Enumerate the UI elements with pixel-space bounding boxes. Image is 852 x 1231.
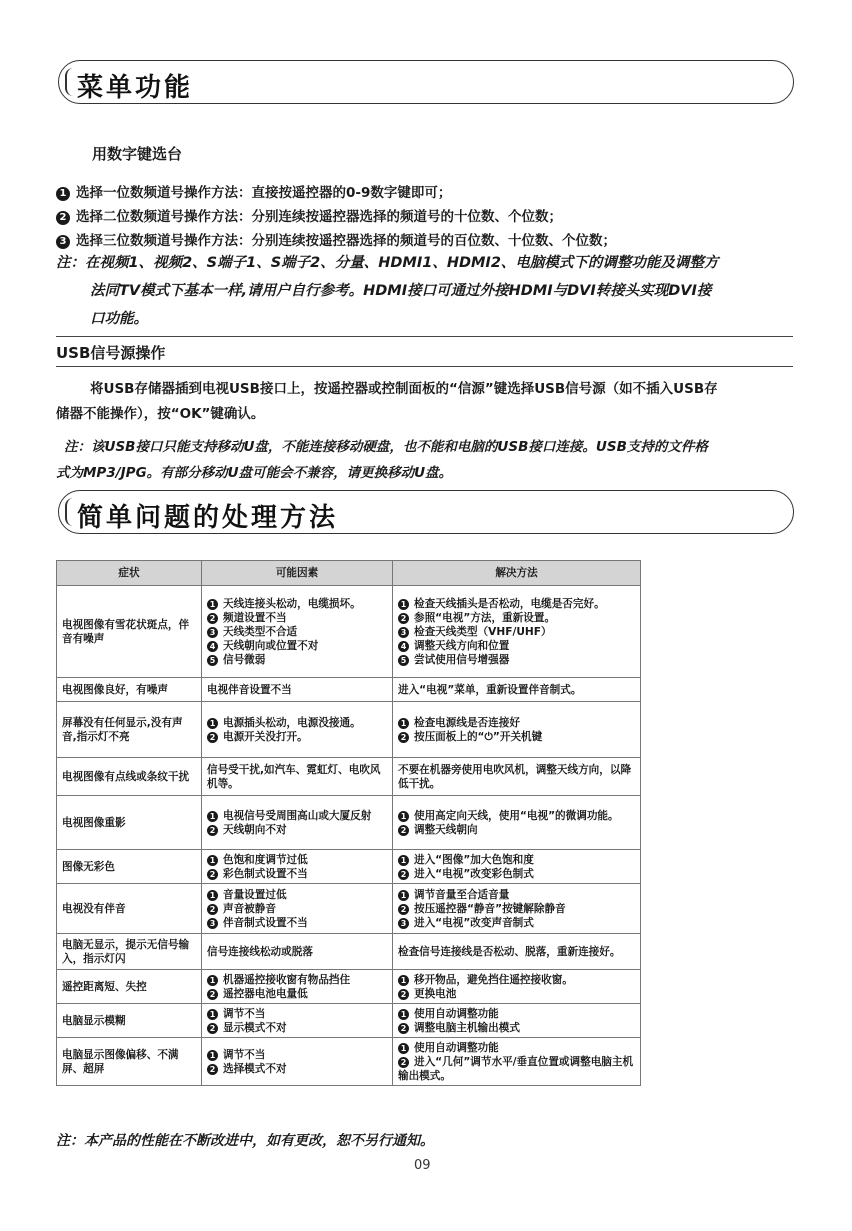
item-number-icon: 2: [207, 904, 218, 915]
symptom-cell: 图像无彩色: [57, 850, 202, 884]
table-row: [57, 970, 641, 1004]
solution-item-text: 使用自动调整功能: [414, 1041, 499, 1054]
item-number-icon: 1: [207, 975, 218, 986]
cause-item: [207, 763, 387, 791]
table-header-row: [57, 561, 641, 586]
solution-item: [398, 809, 635, 823]
cause-cell: [202, 796, 393, 850]
solution-item: [398, 945, 635, 959]
section-header-troubleshooting: [58, 490, 794, 534]
symptom-cell: 电视图像有点线或条纹干扰: [57, 758, 202, 796]
solution-item: [398, 916, 635, 930]
item-number-icon: 1: [207, 1050, 218, 1061]
cause-item-text: 天线朝向不对: [223, 823, 287, 836]
solution-item: [398, 611, 635, 625]
symptom-cell: 电视图像有雪花状斑点，伴音有噪声: [57, 586, 202, 678]
solution-item-text: 调整天线方向和位置: [414, 639, 510, 652]
cause-item: [207, 597, 387, 611]
solution-item-text: 检查天线类型（VHF/UHF）: [414, 625, 552, 638]
symptom-cell: 遥控距离短、失控: [57, 970, 202, 1004]
cause-item-text: 信号受干扰,如汽车、霓虹灯、电吹风机等。: [207, 763, 381, 790]
page-number: 09: [414, 1158, 431, 1173]
header-bracket: [65, 68, 77, 96]
solution-item-text: 按压遥控器“静音”按键解除静音: [414, 902, 566, 915]
item-number-icon: 2: [398, 732, 409, 743]
cause-item-text: 显示模式不对: [223, 1021, 287, 1034]
item-number-icon: 1: [207, 890, 218, 901]
solution-item: [398, 853, 635, 867]
solution-item: [398, 987, 635, 1001]
usb-body-line: 储器不能操作），按“OK”键确认。: [56, 406, 265, 422]
table-row: [57, 796, 641, 850]
cause-cell: [202, 970, 393, 1004]
item-number-icon: 2: [398, 904, 409, 915]
solution-item-text: 更换电池: [414, 987, 457, 1000]
solution-cell: [393, 1038, 641, 1086]
cause-item-text: 机器遥控接收窗有物品挡住: [223, 973, 351, 986]
item-number-icon: 2: [207, 1064, 218, 1075]
cause-item-text: 电源插头松动，电源没接通。: [223, 716, 361, 729]
section-title: 简单问题的处理方法: [77, 503, 339, 533]
solution-item-text: 尝试使用信号增强器: [414, 653, 510, 666]
solution-item-text: 进入“电视”改变彩色制式: [414, 867, 534, 880]
item-number-icon: 5: [398, 655, 409, 666]
header-symptom: 症状: [57, 561, 202, 586]
table-row: [57, 850, 641, 884]
item-number-icon: 3: [207, 918, 218, 929]
solution-cell: [393, 970, 641, 1004]
solution-item-text: 进入“图像”加大色饱和度: [414, 853, 534, 866]
item-number-icon: 3: [398, 627, 409, 638]
header-bracket: [65, 498, 77, 526]
cause-item-text: 选择模式不对: [223, 1062, 287, 1075]
solution-item: [398, 902, 635, 916]
usb-body-line: 将USB存储器插到电视USB接口上，按遥控器或控制面板的“信源”键选择USB信号源（如不插入USB存: [90, 381, 718, 397]
solution-item-text: 参照“电视”方法，重新设置。: [414, 611, 556, 624]
solution-item-text: 检查信号连接线是否松动、脱落，重新连接好。: [398, 945, 621, 958]
step-number-icon: 1: [56, 187, 70, 201]
cause-item-text: 遥控器电池电量低: [223, 987, 308, 1000]
table-row: [57, 1038, 641, 1086]
cause-item-text: 天线朝向或位置不对: [223, 639, 319, 652]
table-row: [57, 758, 641, 796]
table-body: [57, 586, 641, 1086]
cause-item-text: 天线类型不合适: [223, 625, 298, 638]
item-number-icon: 5: [207, 655, 218, 666]
cause-item: [207, 1007, 387, 1021]
cause-item-text: 天线连接头松动，电缆损坏。: [223, 597, 361, 610]
item-number-icon: 4: [207, 641, 218, 652]
solution-item: [398, 653, 635, 667]
solution-cell: [393, 850, 641, 884]
cause-cell: [202, 884, 393, 934]
step-item: [56, 229, 616, 249]
cause-item-text: 电源开关没打开。: [223, 730, 308, 743]
section-title: 菜单功能: [77, 73, 194, 103]
solution-item: [398, 1007, 635, 1021]
solution-cell: [393, 934, 641, 970]
cause-item: [207, 888, 387, 902]
item-number-icon: 2: [207, 732, 218, 743]
solution-cell: [393, 678, 641, 702]
solution-item-text: 不要在机器旁使用电吹风机，调整天线方向，以降低干扰。: [398, 763, 632, 790]
item-number-icon: 1: [207, 1009, 218, 1020]
usb-note-line: 注：该USB接口只能支持移动U盘，不能连接移动硬盘，也不能和电脑的USB接口连接。USB支持的文件格: [64, 439, 708, 455]
solution-item: [398, 683, 635, 697]
cause-item: [207, 730, 387, 744]
divider: [56, 336, 793, 337]
solution-item: [398, 1041, 635, 1055]
solution-item-text: 按压面板上的“⏻”开关机键: [414, 730, 543, 743]
item-number-icon: 1: [207, 855, 218, 866]
footer-note: 注：本产品的性能在不断改进中，如有更改，恕不另行通知。: [56, 1133, 434, 1149]
cause-item: [207, 1062, 387, 1076]
solution-item: [398, 597, 635, 611]
select-header: 用数字键选台: [92, 145, 183, 163]
solution-item-text: 调整天线朝向: [414, 823, 478, 836]
item-number-icon: 2: [207, 1023, 218, 1034]
cause-item-text: 调节不当: [223, 1048, 266, 1061]
cause-item-text: 电视信号受周围高山或大厦反射: [223, 809, 372, 822]
symptom-cell: 电视没有伴音: [57, 884, 202, 934]
solution-item-text: 进入“电视”菜单，重新设置伴音制式。: [398, 683, 582, 696]
item-number-icon: 1: [398, 1009, 409, 1020]
item-number-icon: 3: [207, 627, 218, 638]
cause-item: [207, 867, 387, 881]
cause-item-text: 调节不当: [223, 1007, 266, 1020]
item-number-icon: 1: [207, 599, 218, 610]
item-number-icon: 3: [398, 918, 409, 929]
cause-cell: [202, 850, 393, 884]
item-number-icon: 2: [207, 613, 218, 624]
solution-item: [398, 888, 635, 902]
item-number-icon: 1: [398, 599, 409, 610]
solution-item: [398, 867, 635, 881]
solution-item-text: 进入“几何”调节水平/垂直位置或调整电脑主机输出模式。: [398, 1055, 634, 1082]
table-row: [57, 702, 641, 758]
symptom-cell: 屏幕没有任何显示,没有声音,指示灯不亮: [57, 702, 202, 758]
cause-item-text: 伴音制式设置不当: [223, 916, 308, 929]
header-solution: 解决方法: [393, 561, 641, 586]
symptom-cell: 电视图像良好，有噪声: [57, 678, 202, 702]
solution-item-text: 调整电脑主机输出模式: [414, 1021, 520, 1034]
table-row: [57, 1004, 641, 1038]
cause-cell: [202, 758, 393, 796]
solution-item-text: 进入“电视”改变声音制式: [414, 916, 534, 929]
item-number-icon: 1: [207, 718, 218, 729]
solution-item-text: 检查天线插头是否松动，电缆是否完好。: [414, 597, 605, 610]
item-number-icon: 2: [207, 825, 218, 836]
symptom-cell: 电脑无显示，提示无信号输入，指示灯闪: [57, 934, 202, 970]
item-number-icon: 2: [398, 613, 409, 624]
cause-item: [207, 1048, 387, 1062]
cause-cell: [202, 1038, 393, 1086]
cause-item-text: 电视伴音设置不当: [207, 683, 292, 696]
solution-item-text: 调节音量至合适音量: [414, 888, 510, 901]
cause-item: [207, 625, 387, 639]
table-row: [57, 934, 641, 970]
solution-cell: [393, 796, 641, 850]
item-number-icon: 2: [398, 825, 409, 836]
cause-cell: [202, 678, 393, 702]
solution-item: [398, 763, 635, 791]
cause-item: [207, 809, 387, 823]
item-number-icon: 2: [207, 989, 218, 1000]
item-number-icon: 1: [398, 811, 409, 822]
note-line: 注：在视频1、视频2、S端子1、S端子2、分量、HDMI1、HDMI2、电脑模式下的调整功能及调整方: [56, 255, 719, 271]
usb-title: USB信号源操作: [56, 344, 166, 362]
cause-item: [207, 853, 387, 867]
item-number-icon: 2: [398, 989, 409, 1000]
step-number-icon: 2: [56, 211, 70, 225]
solution-item: [398, 973, 635, 987]
solution-item: [398, 730, 635, 744]
cause-item-text: 彩色制式设置不当: [223, 867, 308, 880]
solution-item-text: 移开物品，避免挡住遥控接收窗。: [414, 973, 573, 986]
item-number-icon: 2: [398, 1023, 409, 1034]
item-number-icon: 2: [398, 869, 409, 880]
item-number-icon: 1: [398, 890, 409, 901]
step-text: 选择二位数频道号操作方法：分别连续按遥控器选择的频道号的十位数、个位数；: [76, 209, 562, 225]
cause-item-text: 色饱和度调节过低: [223, 853, 308, 866]
step-text: 选择一位数频道号操作方法：直接按遥控器的0-9数字键即可；: [76, 185, 452, 201]
step-item: [56, 205, 562, 225]
cause-item-text: 音量设置过低: [223, 888, 287, 901]
item-number-icon: 1: [207, 811, 218, 822]
item-number-icon: 2: [207, 869, 218, 880]
item-number-icon: 1: [398, 855, 409, 866]
solution-item: [398, 639, 635, 653]
item-number-icon: 1: [398, 1043, 409, 1054]
symptom-cell: 电脑显示图像偏移、不满屏、超屏: [57, 1038, 202, 1086]
usb-note-line: 式为MP3/JPG。有部分移动U盘可能会不兼容，请更换移动U盘。: [56, 465, 453, 481]
cause-item: [207, 683, 387, 697]
cause-item-text: 声音被静音: [223, 902, 276, 915]
cause-item: [207, 945, 387, 959]
cause-item-text: 频道设置不当: [223, 611, 287, 624]
cause-item: [207, 987, 387, 1001]
solution-item-text: 检查电源线是否连接好: [414, 716, 520, 729]
step-text: 选择三位数频道号操作方法：分别连续按遥控器选择的频道号的百位数、十位数、个位数；: [76, 233, 616, 249]
header-cause: 可能因素: [202, 561, 393, 586]
cause-cell: [202, 702, 393, 758]
solution-item: [398, 823, 635, 837]
note-line: 法同TV模式下基本一样,请用户自行参考。HDMI接口可通过外接HDMI与DVI转接头实现DVI接: [90, 283, 712, 299]
item-number-icon: 4: [398, 641, 409, 652]
step-item: [56, 181, 451, 201]
solution-cell: [393, 702, 641, 758]
cause-item: [207, 611, 387, 625]
solution-cell: [393, 884, 641, 934]
item-number-icon: 1: [398, 975, 409, 986]
cause-item: [207, 639, 387, 653]
divider: [56, 366, 793, 367]
cause-item: [207, 716, 387, 730]
cause-item: [207, 823, 387, 837]
item-number-icon: 2: [398, 1057, 409, 1068]
table-row: [57, 586, 641, 678]
cause-cell: [202, 1004, 393, 1038]
note-line: 口功能。: [90, 311, 148, 327]
cause-item: [207, 902, 387, 916]
cause-cell: [202, 586, 393, 678]
cause-item: [207, 916, 387, 930]
solution-cell: [393, 586, 641, 678]
troubleshooting-table: [56, 560, 641, 1086]
step-number-icon: 3: [56, 235, 70, 249]
cause-item-text: 信号连接线松动或脱落: [207, 945, 313, 958]
item-number-icon: 1: [398, 718, 409, 729]
solution-item-text: 使用自动调整功能: [414, 1007, 499, 1020]
solution-cell: [393, 1004, 641, 1038]
symptom-cell: 电视图像重影: [57, 796, 202, 850]
table-row: [57, 884, 641, 934]
cause-item: [207, 1021, 387, 1035]
symptom-cell: 电脑显示模糊: [57, 1004, 202, 1038]
solution-item-text: 使用高定向天线，使用“电视”的微调功能。: [414, 809, 619, 822]
table-row: [57, 678, 641, 702]
solution-item: [398, 1021, 635, 1035]
cause-item-text: 信号微弱: [223, 653, 266, 666]
cause-item: [207, 973, 387, 987]
solution-cell: [393, 758, 641, 796]
solution-item: [398, 716, 635, 730]
section-header-menu: [58, 60, 794, 104]
solution-item: [398, 625, 635, 639]
solution-item: [398, 1055, 635, 1083]
cause-cell: [202, 934, 393, 970]
cause-item: [207, 653, 387, 667]
